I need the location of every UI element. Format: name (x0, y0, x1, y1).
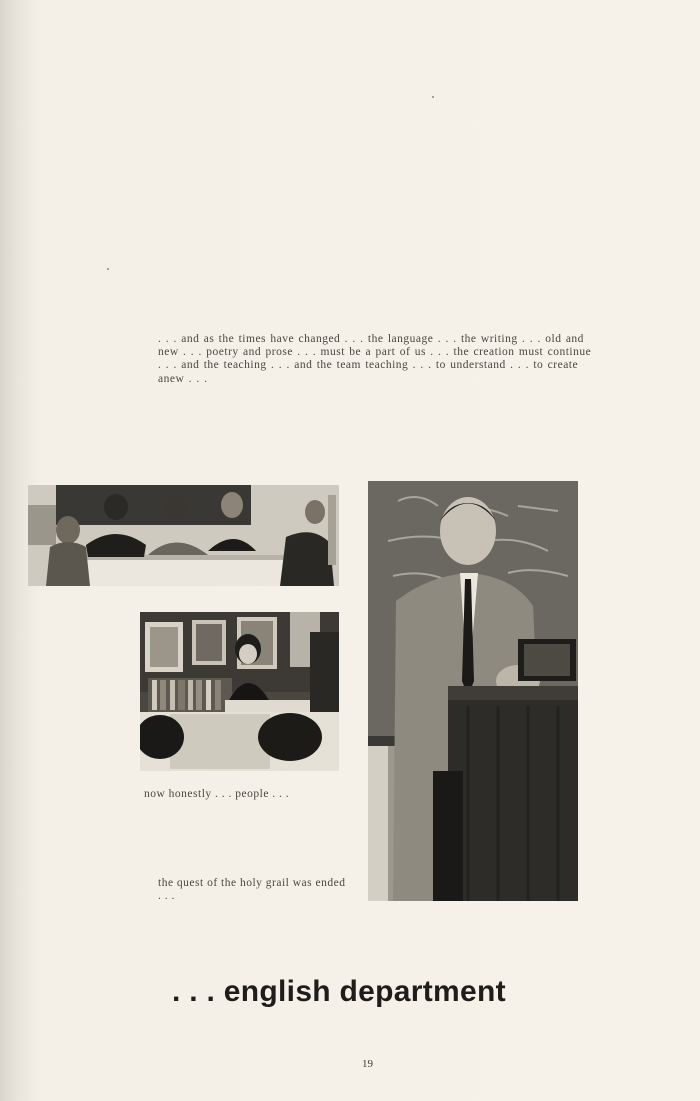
group-photo-image (28, 485, 339, 586)
caption-grail: the quest of the holy grail was ended . . . (158, 877, 346, 902)
team-teaching-photo (28, 485, 339, 586)
teacher-photo-image (368, 481, 578, 901)
intro-paragraph: . . . and as the times have changed . . . the language . . . the writing . . . old and new . . . poetry and prose . . . must be a part of us . . . the creation must continue . . . and the teaching . . . and the team teaching . . . to understand . . . to create anew . . . (158, 333, 592, 385)
page-heading: . . . english department (172, 975, 506, 1008)
paper-speck (107, 268, 109, 270)
page-number: 19 (362, 1058, 373, 1070)
teacher-desk-photo (140, 612, 339, 771)
classroom-photo-image (140, 612, 339, 771)
caption-honestly: now honestly . . . people . . . (144, 788, 290, 800)
lectern-teacher-photo (368, 481, 578, 901)
paper-speck (432, 96, 434, 98)
